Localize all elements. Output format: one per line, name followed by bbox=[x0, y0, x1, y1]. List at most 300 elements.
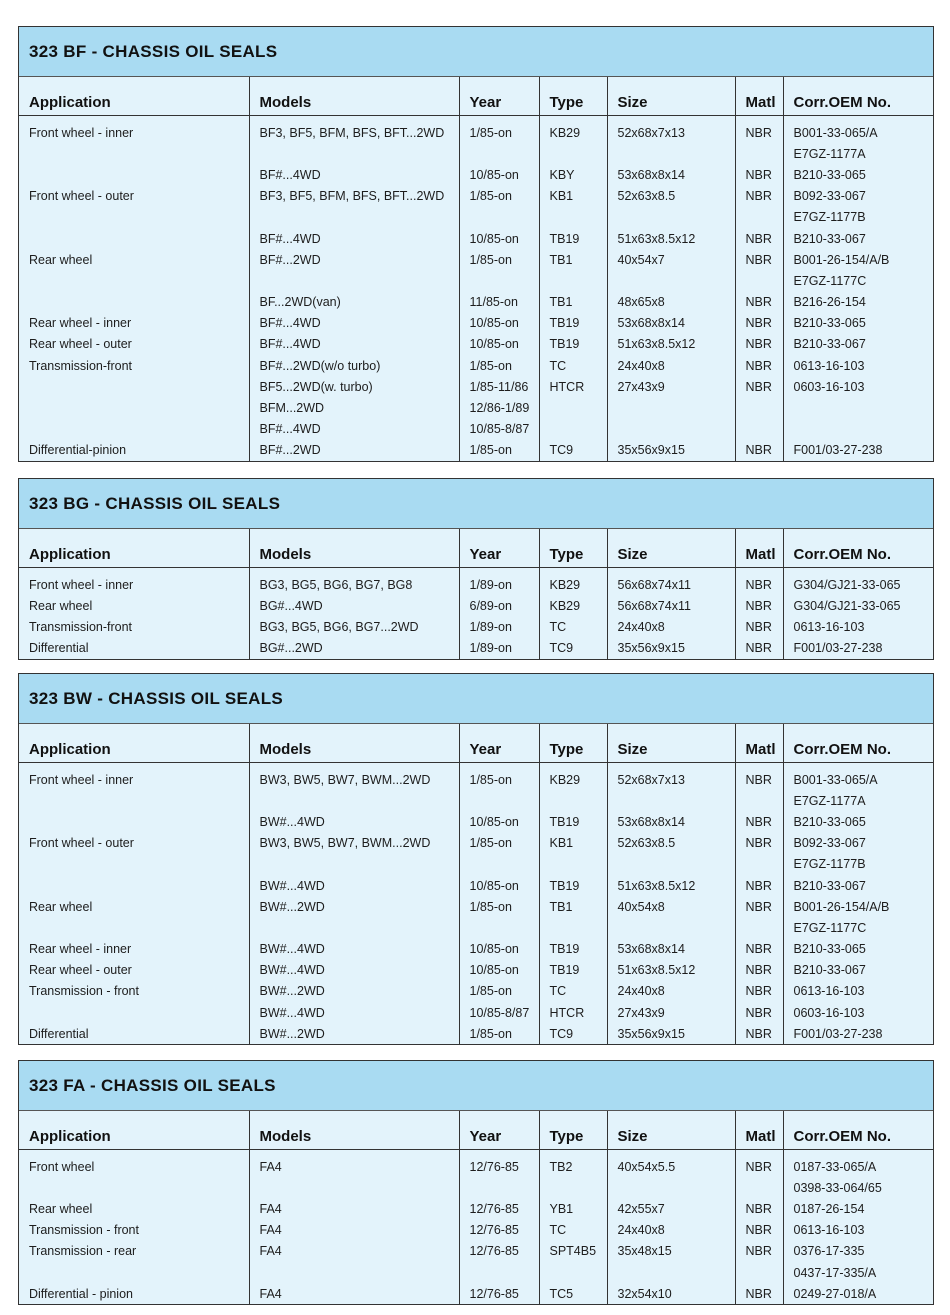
year-cell: 1/85-on bbox=[459, 355, 539, 376]
oem-number-cell: 0249-27-018/A bbox=[783, 1283, 933, 1304]
oem-number-cell: B210-33-067 bbox=[783, 334, 933, 355]
panel-323-fa bbox=[18, 1060, 934, 1305]
table-row bbox=[19, 616, 933, 637]
size-cell: 52x63x8.5 bbox=[607, 833, 735, 854]
section-title-bar bbox=[19, 479, 933, 529]
application-cell bbox=[19, 143, 249, 164]
application-cell: Transmission - front bbox=[29, 1223, 139, 1238]
application-cell: Rear wheel bbox=[29, 899, 93, 914]
column-header-type: Type bbox=[539, 1111, 607, 1150]
size-cell: 27x43x9 bbox=[607, 1002, 735, 1023]
size-cell: 42x55x7 bbox=[607, 1198, 735, 1219]
table-row bbox=[19, 981, 933, 1002]
column-header-oem: Corr.OEM No. bbox=[783, 724, 933, 763]
section-title-bar bbox=[19, 674, 933, 724]
column-header-type: Type bbox=[539, 77, 607, 116]
table-row bbox=[19, 1150, 933, 1178]
year-cell bbox=[459, 270, 539, 291]
type-cell: TC bbox=[539, 1220, 607, 1241]
size-cell: 53x68x8x14 bbox=[607, 939, 735, 960]
section-title-bar bbox=[19, 27, 933, 77]
type-cell: TB19 bbox=[539, 939, 607, 960]
table-row bbox=[19, 164, 933, 185]
matl-cell bbox=[735, 917, 783, 938]
seal-table bbox=[19, 77, 933, 461]
column-header-matl: Matl bbox=[735, 1111, 783, 1150]
matl-cell: NBR bbox=[735, 616, 783, 637]
size-cell: 35x48x15 bbox=[607, 1241, 735, 1262]
models-cell: BW#...4WD bbox=[249, 1002, 459, 1023]
oem-number-cell: E7GZ-1177A bbox=[783, 143, 933, 164]
column-header-oem: Corr.OEM No. bbox=[783, 1111, 933, 1150]
type-cell bbox=[539, 419, 607, 440]
size-cell: 56x68x74x11 bbox=[607, 595, 735, 616]
year-cell bbox=[459, 1262, 539, 1283]
models-cell bbox=[249, 207, 459, 228]
matl-cell: NBR bbox=[735, 638, 783, 659]
oem-number-cell: F001/03-27-238 bbox=[783, 638, 933, 659]
type-cell: KB29 bbox=[539, 116, 607, 144]
year-cell: 12/76-85 bbox=[459, 1198, 539, 1219]
column-header-type: Type bbox=[539, 529, 607, 568]
application-cell: Front wheel bbox=[29, 1159, 95, 1174]
oem-number-cell: 0613-16-103 bbox=[783, 616, 933, 637]
year-cell: 10/85-on bbox=[459, 939, 539, 960]
matl-cell bbox=[735, 397, 783, 418]
type-cell: KBY bbox=[539, 164, 607, 185]
table-header-row bbox=[19, 724, 933, 763]
column-header-type: Type bbox=[539, 724, 607, 763]
size-cell: 24x40x8 bbox=[607, 355, 735, 376]
matl-cell: NBR bbox=[735, 1220, 783, 1241]
application-cell bbox=[19, 1002, 249, 1023]
size-cell: 27x43x9 bbox=[607, 376, 735, 397]
size-cell bbox=[607, 143, 735, 164]
section-title: 323 BW - CHASSIS OIL SEALS bbox=[29, 688, 284, 708]
year-cell: 10/85-on bbox=[459, 334, 539, 355]
application-cell bbox=[19, 228, 249, 249]
models-cell bbox=[249, 790, 459, 811]
size-cell: 51x63x8.5x12 bbox=[607, 334, 735, 355]
size-cell: 56x68x74x11 bbox=[607, 568, 735, 596]
table-row bbox=[19, 1002, 933, 1023]
column-header-application: Application bbox=[19, 77, 249, 116]
models-cell: FA4 bbox=[249, 1241, 459, 1262]
oem-number-cell: 0613-16-103 bbox=[783, 355, 933, 376]
type-cell: HTCR bbox=[539, 376, 607, 397]
oem-number-cell: E7GZ-1177B bbox=[783, 207, 933, 228]
table-row bbox=[19, 763, 933, 791]
table-row bbox=[19, 790, 933, 811]
year-cell: 1/85-on bbox=[459, 186, 539, 207]
year-cell bbox=[459, 143, 539, 164]
column-header-size: Size bbox=[607, 724, 735, 763]
oem-number-cell: B210-33-065 bbox=[783, 811, 933, 832]
column-header-year: Year bbox=[459, 77, 539, 116]
application-cell: Rear wheel bbox=[29, 252, 93, 267]
application-cell: Rear wheel bbox=[29, 598, 93, 613]
size-cell bbox=[607, 854, 735, 875]
oem-number-cell: B210-33-067 bbox=[783, 228, 933, 249]
application-cell: Front wheel - inner bbox=[29, 577, 134, 592]
matl-cell: NBR bbox=[735, 334, 783, 355]
size-cell bbox=[607, 397, 735, 418]
matl-cell: NBR bbox=[735, 228, 783, 249]
models-cell: BW#...2WD bbox=[249, 1023, 459, 1044]
matl-cell: NBR bbox=[735, 896, 783, 917]
matl-cell bbox=[735, 207, 783, 228]
year-cell: 10/85-on bbox=[459, 875, 539, 896]
column-header-size: Size bbox=[607, 1111, 735, 1150]
application-cell: Transmission - rear bbox=[29, 1244, 137, 1259]
size-cell: 53x68x8x14 bbox=[607, 811, 735, 832]
table-row bbox=[19, 811, 933, 832]
year-cell: 12/76-85 bbox=[459, 1283, 539, 1304]
models-cell bbox=[249, 917, 459, 938]
oem-number-cell bbox=[783, 419, 933, 440]
year-cell bbox=[459, 790, 539, 811]
table-header-row bbox=[19, 1111, 933, 1150]
application-cell: Rear wheel - inner bbox=[29, 942, 132, 957]
table-row bbox=[19, 896, 933, 917]
year-cell: 1/85-on bbox=[459, 981, 539, 1002]
models-cell: BG#...2WD bbox=[249, 638, 459, 659]
year-cell: 12/76-85 bbox=[459, 1220, 539, 1241]
oem-number-cell bbox=[783, 397, 933, 418]
oem-number-cell: B092-33-067 bbox=[783, 186, 933, 207]
oem-number-cell: 0398-33-064/65 bbox=[783, 1177, 933, 1198]
year-cell: 1/85-on bbox=[459, 440, 539, 461]
application-cell bbox=[19, 207, 249, 228]
year-cell bbox=[459, 917, 539, 938]
section-title: 323 BG - CHASSIS OIL SEALS bbox=[29, 493, 281, 513]
table-row bbox=[19, 1177, 933, 1198]
year-cell: 10/85-8/87 bbox=[459, 1002, 539, 1023]
column-header-models: Models bbox=[249, 724, 459, 763]
application-cell: Differential bbox=[29, 1026, 89, 1041]
column-header-year: Year bbox=[459, 529, 539, 568]
matl-cell: NBR bbox=[735, 595, 783, 616]
oem-number-cell: 0187-33-065/A bbox=[783, 1150, 933, 1178]
models-cell: FA4 bbox=[249, 1198, 459, 1219]
oem-number-cell: B001-26-154/A/B bbox=[783, 249, 933, 270]
oem-number-cell: B001-26-154/A/B bbox=[783, 896, 933, 917]
size-cell: 52x68x7x13 bbox=[607, 116, 735, 144]
table-row bbox=[19, 270, 933, 291]
year-cell: 1/85-on bbox=[459, 896, 539, 917]
type-cell: YB1 bbox=[539, 1198, 607, 1219]
panel-323-bf bbox=[18, 26, 934, 462]
models-cell: BW#...4WD bbox=[249, 811, 459, 832]
year-cell: 1/89-on bbox=[459, 616, 539, 637]
year-cell: 10/85-8/87 bbox=[459, 419, 539, 440]
size-cell: 48x65x8 bbox=[607, 292, 735, 313]
column-header-models: Models bbox=[249, 529, 459, 568]
oem-number-cell: B210-33-065 bbox=[783, 164, 933, 185]
matl-cell: NBR bbox=[735, 875, 783, 896]
oem-number-cell: 0437-17-335/A bbox=[783, 1262, 933, 1283]
table-row bbox=[19, 854, 933, 875]
models-cell: BF...2WD(van) bbox=[249, 292, 459, 313]
matl-cell bbox=[735, 1262, 783, 1283]
models-cell: BW3, BW5, BW7, BWM...2WD bbox=[249, 763, 459, 791]
oem-number-cell: G304/GJ21-33-065 bbox=[783, 568, 933, 596]
table-row bbox=[19, 1023, 933, 1044]
seal-table bbox=[19, 529, 933, 659]
models-cell bbox=[249, 270, 459, 291]
size-cell bbox=[607, 207, 735, 228]
size-cell: 51x63x8.5x12 bbox=[607, 875, 735, 896]
matl-cell: NBR bbox=[735, 833, 783, 854]
matl-cell: NBR bbox=[735, 355, 783, 376]
table-row bbox=[19, 143, 933, 164]
matl-cell: NBR bbox=[735, 440, 783, 461]
year-cell: 1/85-on bbox=[459, 763, 539, 791]
type-cell: TC bbox=[539, 616, 607, 637]
application-cell bbox=[19, 397, 249, 418]
application-cell: Transmission-front bbox=[29, 619, 133, 634]
type-cell bbox=[539, 397, 607, 418]
type-cell: KB29 bbox=[539, 568, 607, 596]
oem-number-cell: E7GZ-1177C bbox=[783, 270, 933, 291]
application-cell: Transmission - front bbox=[29, 984, 139, 999]
models-cell: FA4 bbox=[249, 1150, 459, 1178]
type-cell bbox=[539, 143, 607, 164]
year-cell: 6/89-on bbox=[459, 595, 539, 616]
table-row bbox=[19, 638, 933, 659]
models-cell: BW#...4WD bbox=[249, 875, 459, 896]
application-cell bbox=[19, 419, 249, 440]
oem-number-cell: 0376-17-335 bbox=[783, 1241, 933, 1262]
oem-number-cell: 0613-16-103 bbox=[783, 981, 933, 1002]
column-header-size: Size bbox=[607, 529, 735, 568]
models-cell: BW#...4WD bbox=[249, 939, 459, 960]
models-cell bbox=[249, 1177, 459, 1198]
matl-cell: NBR bbox=[735, 1023, 783, 1044]
type-cell bbox=[539, 207, 607, 228]
table-header-row bbox=[19, 77, 933, 116]
matl-cell: NBR bbox=[735, 249, 783, 270]
column-header-oem: Corr.OEM No. bbox=[783, 529, 933, 568]
oem-number-cell: G304/GJ21-33-065 bbox=[783, 595, 933, 616]
type-cell: TB2 bbox=[539, 1150, 607, 1178]
oem-number-cell: B210-33-067 bbox=[783, 875, 933, 896]
table-row bbox=[19, 228, 933, 249]
application-cell: Differential - pinion bbox=[29, 1286, 133, 1301]
oem-number-cell: E7GZ-1177A bbox=[783, 790, 933, 811]
type-cell: SPT4B5 bbox=[539, 1241, 607, 1262]
matl-cell: NBR bbox=[735, 1150, 783, 1178]
table-row bbox=[19, 1283, 933, 1304]
models-cell: BFM...2WD bbox=[249, 397, 459, 418]
models-cell bbox=[249, 1262, 459, 1283]
application-cell bbox=[19, 917, 249, 938]
application-cell: Transmission-front bbox=[29, 358, 133, 373]
year-cell: 10/85-on bbox=[459, 228, 539, 249]
table-row bbox=[19, 207, 933, 228]
models-cell: BW#...4WD bbox=[249, 960, 459, 981]
models-cell: FA4 bbox=[249, 1220, 459, 1241]
table-row bbox=[19, 376, 933, 397]
size-cell: 52x63x8.5 bbox=[607, 186, 735, 207]
table-row bbox=[19, 334, 933, 355]
oem-number-cell: 0603-16-103 bbox=[783, 1002, 933, 1023]
column-header-matl: Matl bbox=[735, 724, 783, 763]
models-cell: BF#...4WD bbox=[249, 313, 459, 334]
type-cell bbox=[539, 790, 607, 811]
table-row bbox=[19, 568, 933, 596]
models-cell: BF#...4WD bbox=[249, 228, 459, 249]
section-title-bar bbox=[19, 1061, 933, 1111]
matl-cell: NBR bbox=[735, 763, 783, 791]
matl-cell: NBR bbox=[735, 164, 783, 185]
size-cell: 53x68x8x14 bbox=[607, 313, 735, 334]
application-cell bbox=[19, 376, 249, 397]
section-title: 323 BF - CHASSIS OIL SEALS bbox=[29, 41, 278, 61]
year-cell: 10/85-on bbox=[459, 960, 539, 981]
table-row bbox=[19, 917, 933, 938]
type-cell: KB29 bbox=[539, 595, 607, 616]
matl-cell: NBR bbox=[735, 1198, 783, 1219]
matl-cell: NBR bbox=[735, 116, 783, 144]
size-cell bbox=[607, 917, 735, 938]
matl-cell: NBR bbox=[735, 960, 783, 981]
matl-cell: NBR bbox=[735, 186, 783, 207]
matl-cell bbox=[735, 790, 783, 811]
size-cell: 35x56x9x15 bbox=[607, 440, 735, 461]
oem-number-cell: 0603-16-103 bbox=[783, 376, 933, 397]
application-cell: Differential-pinion bbox=[29, 443, 127, 458]
year-cell: 1/85-on bbox=[459, 833, 539, 854]
application-cell: Front wheel - outer bbox=[29, 189, 134, 204]
type-cell bbox=[539, 1262, 607, 1283]
size-cell bbox=[607, 1262, 735, 1283]
matl-cell bbox=[735, 270, 783, 291]
application-cell bbox=[19, 270, 249, 291]
column-header-year: Year bbox=[459, 1111, 539, 1150]
seal-table bbox=[19, 724, 933, 1044]
application-cell: Rear wheel - outer bbox=[29, 337, 132, 352]
models-cell: BF#...2WD bbox=[249, 440, 459, 461]
column-header-models: Models bbox=[249, 77, 459, 116]
models-cell bbox=[249, 854, 459, 875]
size-cell: 24x40x8 bbox=[607, 981, 735, 1002]
matl-cell bbox=[735, 419, 783, 440]
table-row bbox=[19, 419, 933, 440]
type-cell: HTCR bbox=[539, 1002, 607, 1023]
application-cell bbox=[19, 811, 249, 832]
column-header-application: Application bbox=[19, 529, 249, 568]
oem-number-cell: F001/03-27-238 bbox=[783, 1023, 933, 1044]
seal-table bbox=[19, 1111, 933, 1304]
application-cell: Rear wheel bbox=[29, 1201, 93, 1216]
type-cell: TB1 bbox=[539, 896, 607, 917]
column-header-year: Year bbox=[459, 724, 539, 763]
application-cell: Rear wheel - inner bbox=[29, 316, 132, 331]
models-cell bbox=[249, 143, 459, 164]
year-cell bbox=[459, 854, 539, 875]
table-row bbox=[19, 249, 933, 270]
models-cell: BF#...2WD bbox=[249, 249, 459, 270]
application-cell bbox=[19, 854, 249, 875]
type-cell bbox=[539, 270, 607, 291]
type-cell: TB19 bbox=[539, 334, 607, 355]
models-cell: BW#...2WD bbox=[249, 981, 459, 1002]
table-row bbox=[19, 1220, 933, 1241]
year-cell bbox=[459, 1177, 539, 1198]
table-row bbox=[19, 833, 933, 854]
oem-number-cell: B001-33-065/A bbox=[783, 116, 933, 144]
year-cell: 10/85-on bbox=[459, 313, 539, 334]
table-row bbox=[19, 875, 933, 896]
size-cell: 40x54x8 bbox=[607, 896, 735, 917]
matl-cell: NBR bbox=[735, 292, 783, 313]
type-cell: KB29 bbox=[539, 763, 607, 791]
year-cell bbox=[459, 207, 539, 228]
oem-number-cell: B210-33-067 bbox=[783, 960, 933, 981]
type-cell: TB1 bbox=[539, 292, 607, 313]
type-cell: TB19 bbox=[539, 960, 607, 981]
oem-number-cell: E7GZ-1177C bbox=[783, 917, 933, 938]
type-cell bbox=[539, 917, 607, 938]
type-cell: TC9 bbox=[539, 440, 607, 461]
type-cell: TC9 bbox=[539, 1023, 607, 1044]
models-cell: BG#...4WD bbox=[249, 595, 459, 616]
oem-number-cell: B210-33-065 bbox=[783, 939, 933, 960]
table-row bbox=[19, 1262, 933, 1283]
type-cell bbox=[539, 854, 607, 875]
models-cell: BW#...2WD bbox=[249, 896, 459, 917]
column-header-models: Models bbox=[249, 1111, 459, 1150]
type-cell bbox=[539, 1177, 607, 1198]
table-row bbox=[19, 116, 933, 144]
type-cell: TB19 bbox=[539, 228, 607, 249]
type-cell: KB1 bbox=[539, 186, 607, 207]
table-row bbox=[19, 939, 933, 960]
oem-number-cell: B210-33-065 bbox=[783, 313, 933, 334]
matl-cell bbox=[735, 143, 783, 164]
matl-cell: NBR bbox=[735, 939, 783, 960]
year-cell: 1/85-11/86 bbox=[459, 376, 539, 397]
oem-number-cell: 0613-16-103 bbox=[783, 1220, 933, 1241]
application-cell: Rear wheel - outer bbox=[29, 963, 132, 978]
application-cell bbox=[19, 164, 249, 185]
year-cell: 1/85-on bbox=[459, 116, 539, 144]
size-cell bbox=[607, 790, 735, 811]
models-cell: BG3, BG5, BG6, BG7...2WD bbox=[249, 616, 459, 637]
matl-cell bbox=[735, 854, 783, 875]
table-row bbox=[19, 440, 933, 461]
column-header-matl: Matl bbox=[735, 77, 783, 116]
size-cell: 53x68x8x14 bbox=[607, 164, 735, 185]
matl-cell: NBR bbox=[735, 1283, 783, 1304]
year-cell: 10/85-on bbox=[459, 164, 539, 185]
type-cell: TB1 bbox=[539, 249, 607, 270]
size-cell bbox=[607, 270, 735, 291]
size-cell: 52x68x7x13 bbox=[607, 763, 735, 791]
type-cell: TC bbox=[539, 981, 607, 1002]
application-cell: Differential bbox=[29, 641, 89, 656]
table-row bbox=[19, 355, 933, 376]
table-row bbox=[19, 397, 933, 418]
models-cell: BF5...2WD(w. turbo) bbox=[249, 376, 459, 397]
type-cell: TC5 bbox=[539, 1283, 607, 1304]
models-cell: BF#...4WD bbox=[249, 164, 459, 185]
table-row bbox=[19, 960, 933, 981]
models-cell: BF3, BF5, BFM, BFS, BFT...2WD bbox=[249, 186, 459, 207]
application-cell bbox=[19, 790, 249, 811]
matl-cell: NBR bbox=[735, 313, 783, 334]
